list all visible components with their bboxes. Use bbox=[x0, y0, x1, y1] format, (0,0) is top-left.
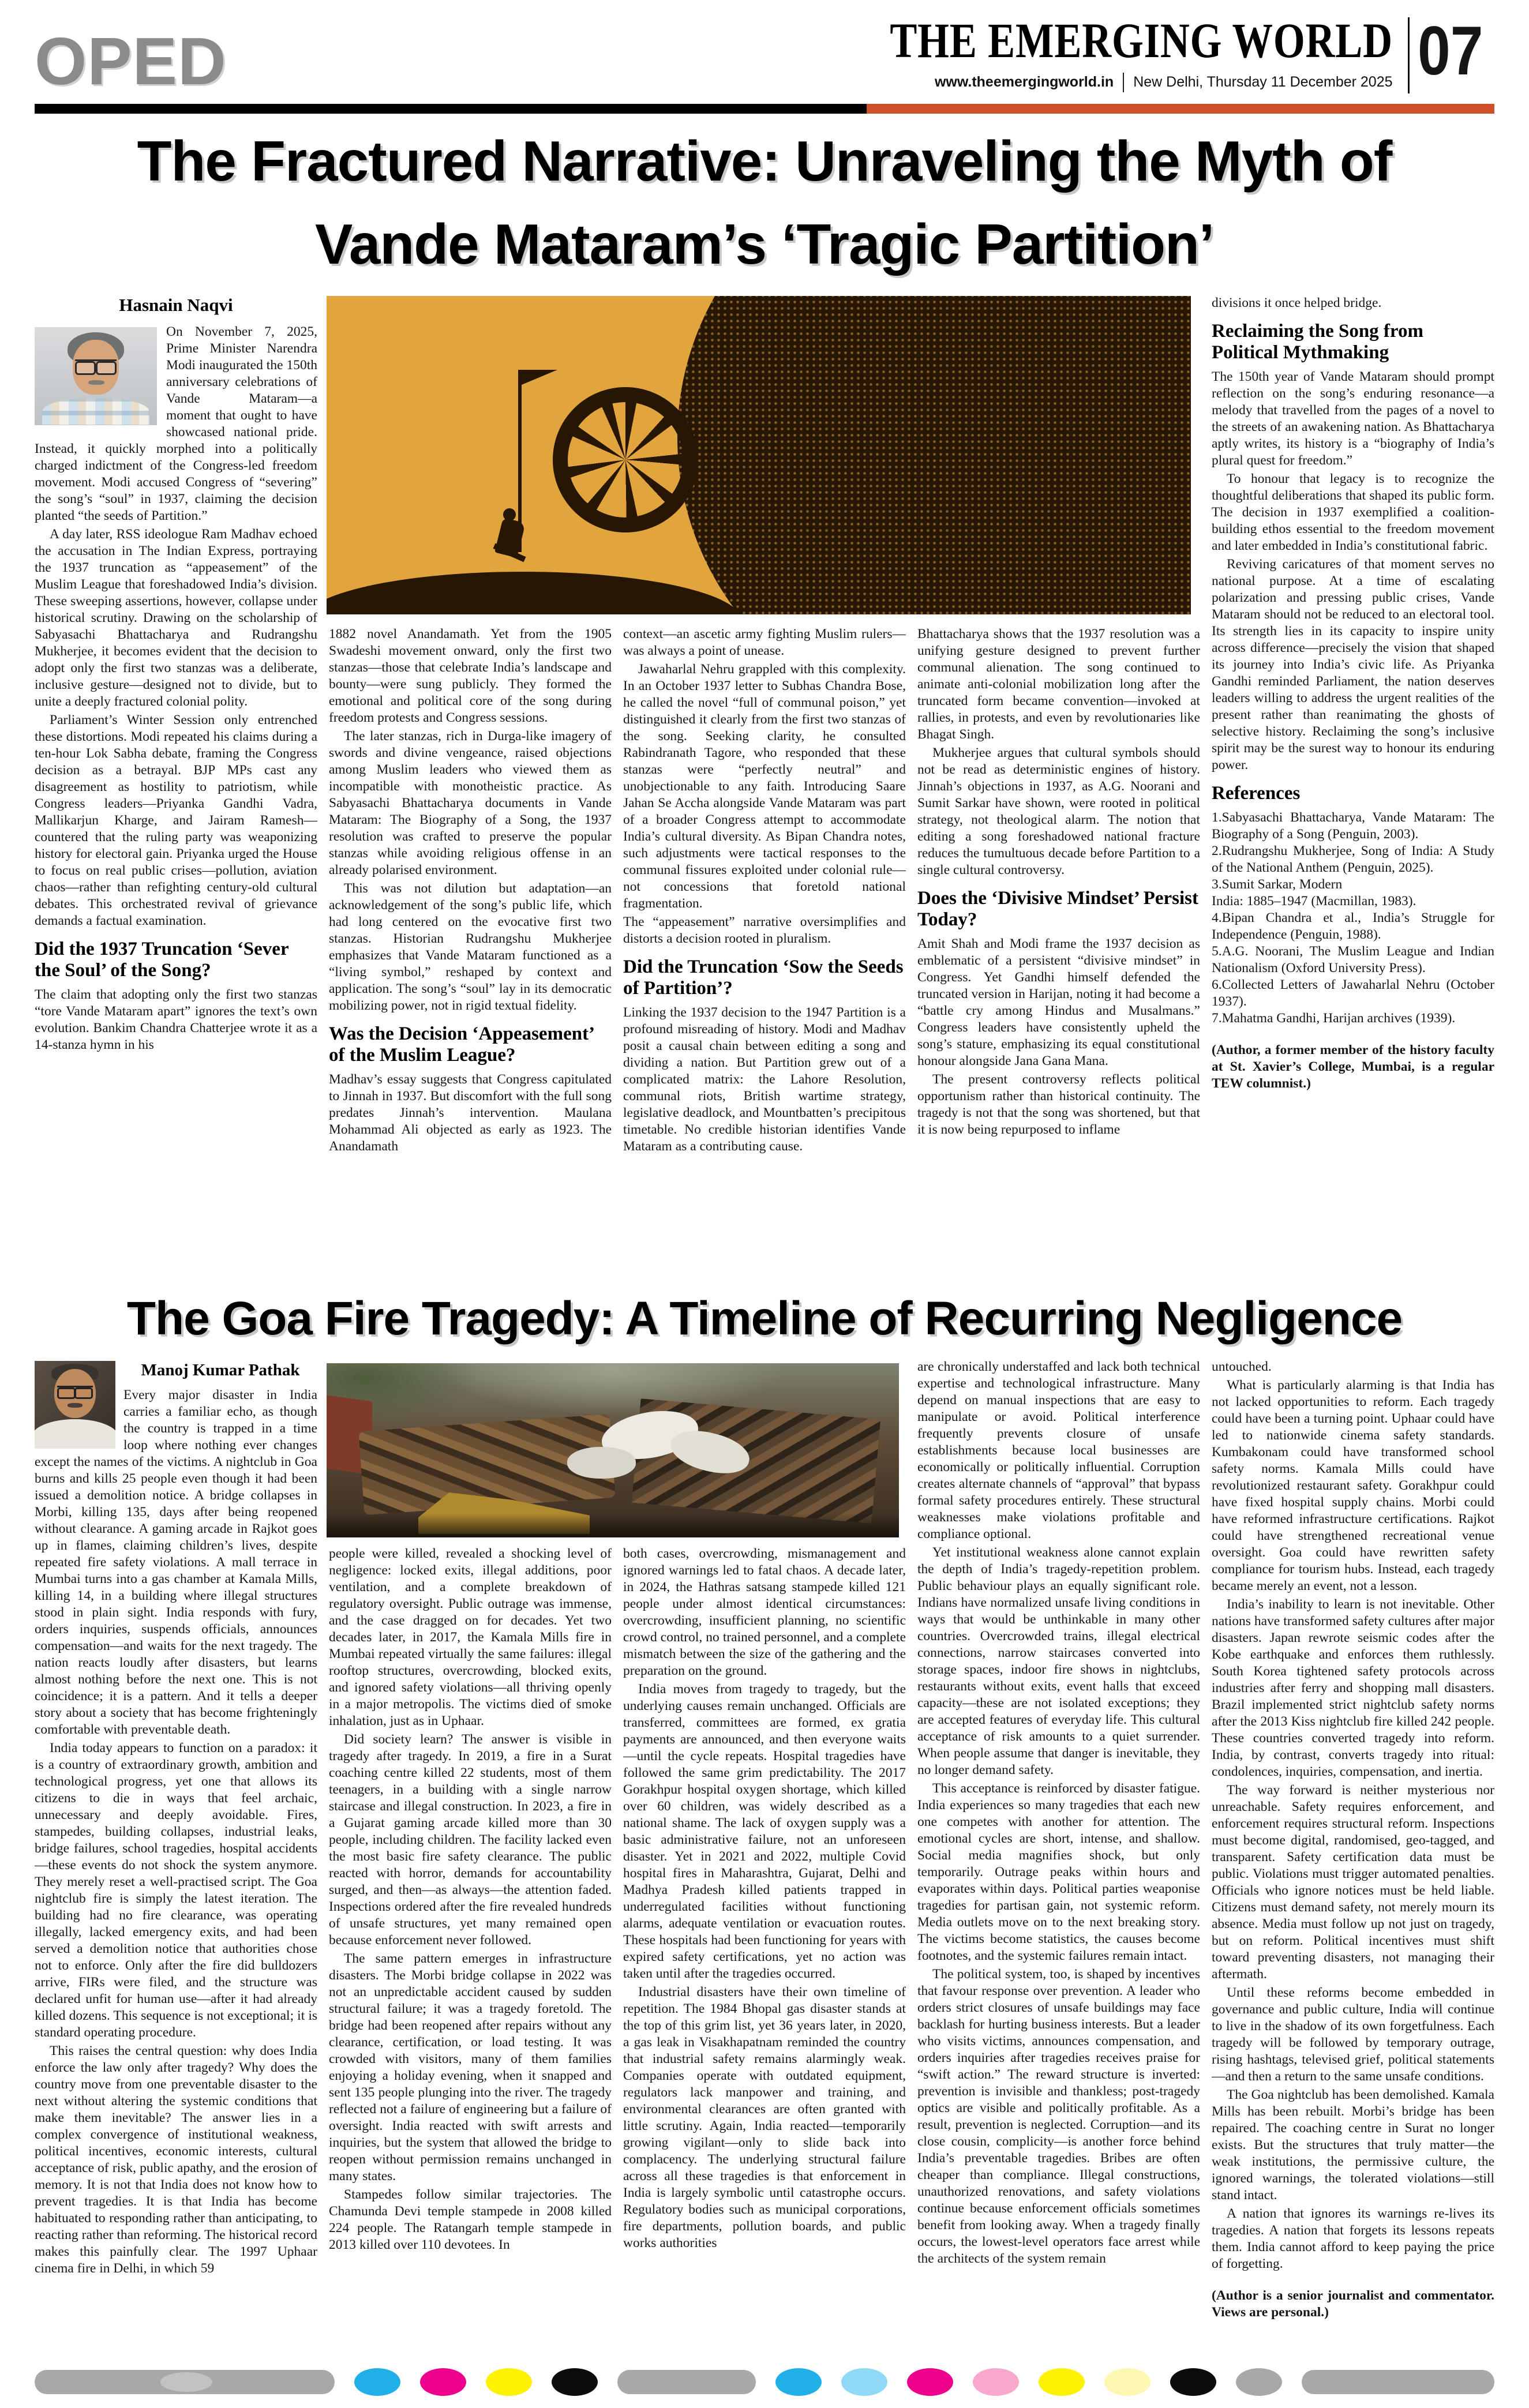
paragraph: The 150th year of Vande Mataram should prompt reflection on the song’s enduring resonance—a melody that travelled from the pages of a novel to the streets of an awakening nation. As Bhattacharya aptly writes, its history is a “biography of India’s plural quest for freedom.” bbox=[1212, 369, 1494, 468]
article2-column-5 bbox=[1212, 1359, 1494, 2349]
author-photo-manoj-kumar-pathak bbox=[35, 1361, 115, 1449]
masthead-dateline: New Delhi, Thursday 11 December 2025 bbox=[1133, 74, 1393, 91]
registration-dot-cyan bbox=[354, 2368, 400, 2396]
registration-dot-lightcyan bbox=[841, 2368, 887, 2396]
paragraph: This acceptance is reinforced by disaster fatigue. India experiences so many tragedies that each new one competes with another for attention. The emotional cycles are short, intense, and shallow. Social media magnifies shock, but only temporarily. Outrage peaks within hours and evaporates within days. Political parties weaponise tragedies for partisan gain, not systemic reform. Media outlets move on to the next breaking story. The victims become statistics, the causes become footnotes, and the systemic failures remain intact. bbox=[917, 1781, 1200, 1964]
paragraph: Stampedes follow similar trajectories. The Chamunda Devi temple stampede in 2008 killed 224 people. The Ratangarh temple stampede in 2013 killed over 110 devotees. In bbox=[329, 2187, 612, 2253]
masthead bbox=[780, 12, 1494, 93]
paragraph: On November 7, 2025, Prime Minister Narendra Modi inaugurated the 150th anniversary celebrations of Vande Mataram—a moment that ought to have showcased national pride. Instead, it quickly morphed into a politically charged indictment of the Congress-led freedom movement. Modi accused Congress of “severing” the song’s “soul” in 1937, claiming the decision planted “the seeds of Partition.” bbox=[35, 324, 317, 524]
article1-column-1 bbox=[35, 295, 317, 1288]
reference-item: 7.Mahatma Gandhi, Harijan archives (1939). bbox=[1212, 1010, 1456, 1026]
registration-dot-yellow bbox=[1039, 2368, 1085, 2396]
paragraph: Parliament’s Winter Session only entrenched these distortions. Modi repeated his claims during a ten-hour Lok Sabha debate, framing the Congress decision as a betrayal. BJP MPs cast any disagreement as hostility to patriotism, while Congress leaders—Priyanka Gandhi Vadra, Mallikarjun Kharge, and Jairam Ramesh—countered that the ruling party was weaponizing history for electoral gain. Priyanka urged the House to focus on real public crises—pollution, aviation chaos—rather than refighting century-old cultural debates. This orchestrated revival of grievance demands a factual examination. bbox=[35, 712, 317, 929]
masthead-title: THE EMERGING WORLD bbox=[889, 13, 1393, 68]
article-goa-fire-tragedy bbox=[35, 1291, 1494, 2349]
registration-bar-gray bbox=[35, 2370, 335, 2394]
paragraph: India today appears to function on a paradox: it is a country of extraordinary growth, ambition and technological progress, yet one that allows its citizens to die in ways that feel archaic, unnecessary and deeply avoidable. Fires, stampedes, building collapses, industrial leaks, bridge failures, school tragedies, hospital accidents—these events do not shock the system anymore. They merely reset a well-practised script. The Goa nightclub fire is simply the latest iteration. The building had no fire clearance, was operating illegally, lacked emergency exits, and had been served a demolition notice that authorities chose not to enforce. Only after the fire did bulldozers arrive, FIRs were filed, and the structure was declared unfit for human use—after it had already killed dozens. This sequence is not exceptional; it is standard operating procedure. bbox=[35, 1741, 317, 2041]
illustration-hill bbox=[677, 296, 1191, 614]
registration-dot-cyan bbox=[775, 2368, 822, 2396]
paragraph: India moves from tragedy to tragedy, but the underlying causes remain unchanged. Officials are transferred, committees are formed, ex gratia payments are announced, and then everyone waits—until the cycle repeats. Hospital tragedies have followed the same grim predictability. The 2017 Gorakhpur hospital oxygen shortage, which killed over 60 children, was widely described as a national shame. The lack of oxygen supply was a basic administrative failure, not an unforeseen disaster. Yet in 2021 and 2022, multiple Covid hospital fires in Maharashtra, Gujarat, Delhi and Madhya Pradesh killed patients trapped in underregulated facilities without functioning alarms, adequate ventilation or evacuation routes. These hospitals had been functioning for years with expired safety certifications, yet no action was taken until after the tragedies occurred. bbox=[623, 1682, 906, 1982]
reference-item: 4.Bipan Chandra et al., India’s Struggle for Independence (Penguin, 1988). bbox=[1212, 910, 1494, 942]
header-rule-orange bbox=[867, 104, 1494, 114]
reference-item: 3.Sumit Sarkar, Modern bbox=[1212, 876, 1343, 892]
registration-dot-pink bbox=[973, 2368, 1019, 2396]
paragraph: The same pattern emerges in infrastructure disasters. The Morbi bridge collapse in 2022 was not an unpredictable accident caused by sudden structural failure; it was a tragedy foretold. The bridge had been reopened after repairs without any clearance, certification, or load testing. It was crowded with visitors, many of them families enjoying a holiday evening, when it snapped and sent 135 people plunging into the river. The tragedy reflected not a failure of engineering but a failure of oversight. India reacted with swift arrests and inquiries, but the system that allowed the bridge to reopen without permission remains unchanged in many states. bbox=[329, 1951, 612, 2184]
registration-dot-yellow bbox=[486, 2368, 532, 2396]
registration-marks bbox=[35, 2368, 1494, 2396]
article1-column-5 bbox=[1212, 295, 1494, 1288]
section-subhead: Was the Decision ‘Appeasement’ of the Muslim League? bbox=[329, 1023, 594, 1066]
paragraph: Every major disaster in India carries a familiar echo, as though the country is trapped in a time loop where nothing ever changes except the names of the victims. A nightclub in Goa burns and kills 25 people even though it had been issued a demolition notice. A bridge collapses in Morbi, killing 135, days after being reopened without clearance. A gaming arcade in Rajkot goes up in flames, claiming children’s lives, despite repeated fire safety violations. A mall terrace in Mumbai turns into a gas chamber at Kamala Mills, killing 14, in a building where illegal structures stood in plain sight. India responds with fury, orders inquiries, suspends officials, announces compensation—and waits for the next tragedy. The nation reacts loudly after disasters, but learns almost nothing before the next one. This is not coincidence; it is a pattern. And it tells a deeper story about a society that has become frighteningly comfortable with preventable death. bbox=[35, 1387, 317, 1738]
fire-debris-photo bbox=[327, 1363, 899, 1537]
article1-author: Hasnain Naqvi bbox=[119, 295, 233, 316]
references-heading: References bbox=[1212, 783, 1301, 804]
article1-columns bbox=[35, 295, 1494, 1288]
paragraph: Mukherjee argues that cultural symbols should not be read as deterministic engines of history. Jinnah’s objections in 1937, as A.G. Noorani and Sumit Sarkar have shown, were rooted in political strategy, not theological alarm. The notion that editing a song foreshadowed national fracture reduces the tumultuous decade before Partition to a single cultural controversy. bbox=[917, 745, 1200, 878]
photo-glasses bbox=[57, 1386, 93, 1396]
paragraph: Industrial disasters have their own timeline of repetition. The 1984 Bhopal gas disaster stands at the top of this grim list, yet 36 years later, in 2020, a gas leak in Visakhapatnam reminded the country that industrial safety remains alarmingly weak. Companies operate with outdated equipment, regulators lack manpower and training, and environmental clearances are often granted with little scrutiny. Again, India reacted—temporarily growing vigilant—only to slide back into complacency. The underlying structural failure across all these tragedies is that enforcement in India is largely symbolic until catastrophe occurs. Regulatory bodies such as municipal corporations, fire departments, pollution boards, and public works authorities bbox=[623, 1985, 906, 2251]
paragraph: The Goa nightclub has been demolished. Kamala Mills has been rebuilt. Morbi’s bridge has been repaired. The coaching centre in Surat no longer exists. But the structures that truly matter—the weak institutions, the permissive culture, the ignored warnings, the tolerated violations—still stand intact. bbox=[1212, 2087, 1494, 2203]
header-rules bbox=[35, 104, 1494, 114]
paragraph: The “appeasement” narrative oversimplifies and distorts a decision rooted in pluralism. bbox=[623, 914, 906, 947]
reference-item: India: 1885–1947 (Macmillan, 1983). bbox=[1212, 893, 1416, 909]
photo-mustache bbox=[68, 1403, 82, 1408]
author-bio: (Author, a former member of the history faculty at St. Xavier’s College, Mumbai, is a regular TEW columnist.) bbox=[1212, 1042, 1494, 1091]
illustration-wheel bbox=[553, 387, 698, 532]
paragraph: India’s inability to learn is not inevitable. Other nations have transformed safety cultures after major disasters. Japan rewrote seismic codes after the Kobe earthquake and enforces them ruthlessly. South Korea tightened safety protocols across industries after ferry and shopping mall disasters. Brazil implemented strict nightclub safety norms after the 2013 Kiss nightclub fire killed 242 people. These countries converted tragedy into reform. India, by contrast, converts tragedy into ritual: condolences, inquiries, compensation, and inertia. bbox=[1212, 1597, 1494, 1780]
paragraph: Linking the 1937 decision to the 1947 Partition is a profound misreading of history. Modi and Madhav posit a causal chain between editing a song and dividing a nation. But Partition grew out of a complicated matrix: the Lahore Resolution, communal riots, British wartime strategy, legislative deadlock, and Mountbatten’s precipitous timetable. No credible historian identifies Vande Mataram as a contributing cause. bbox=[623, 1005, 906, 1154]
hero-illustration-vande-mataram bbox=[327, 296, 1191, 614]
paragraph: both cases, overcrowding, mismanagement and ignored warnings led to fatal chaos. A decade later, in 2024, the Hathras satsang stampede killed 121 people under almost identical circumstances: overcrowding, insufficient planning, no scientific crowd control, no trained personnel, and a complete mismatch between the size of the gathering and the preparation on the ground. bbox=[623, 1546, 906, 1679]
registration-dot-black bbox=[552, 2368, 598, 2396]
photo-glasses bbox=[75, 359, 117, 371]
reference-item: 5.A.G. Noorani, The Muslim League and Indian Nationalism (Oxford University Press). bbox=[1212, 943, 1494, 976]
section-subhead: Reclaiming the Song from Political Mythmaking bbox=[1212, 321, 1423, 363]
section-label: OPED bbox=[35, 24, 227, 99]
illustration-ground bbox=[327, 572, 742, 614]
photo-shadow bbox=[327, 1513, 899, 1537]
registration-oval-lightgray bbox=[160, 2372, 212, 2392]
article2-column-1 bbox=[35, 1359, 317, 2349]
paragraph: Reviving caricatures of that moment serves no national purpose. At a time of escalating polarization and pressing public crises, Vande Mataram should not be reduced to an electoral tool. Its strength lies in its capacity to inspire unity across difference—precisely the vision that shaped its journey into India’s civic life. As Priyanka Gandhi reminded Parliament, the nation deserves leaders willing to address the urgent realities of the present rather than reanimating the ghosts of selective history. Reclaiming the song’s inclusive spirit may be the surest way to honour its enduring power. bbox=[1212, 557, 1494, 772]
paragraph: divisions it once helped bridge. bbox=[1212, 295, 1382, 311]
masthead-divider bbox=[1123, 73, 1124, 92]
registration-dot-paleyellow bbox=[1104, 2368, 1151, 2396]
paragraph: Until these reforms become embedded in governance and public culture, India will continue to live in the shadow of its own forgetfulness. Each tragedy will be followed by temporary outrage, rising hashtags, televised grief, political statements—and then a return to the same unsafe conditions. bbox=[1212, 1985, 1494, 2084]
registration-dot-black bbox=[1170, 2368, 1216, 2396]
paragraph: A day later, RSS ideologue Ram Madhav echoed the accusation in The Indian Express, portraying the 1937 truncation as “appeasement” of the Muslim League that foreshadowed India’s division. These sweeping assertions, however, collapse under historical scrutiny. Drawing on the scholarship of Sabyasachi Bhattacharya and Rudrangshu Mukherjee, it becomes evident that the decision to adopt only the first two stanzas was a deliberate, inclusive gesture—designed not to divide, but to unite a deeply fractured colonial polity. bbox=[35, 527, 317, 710]
page-number: 07 bbox=[1417, 12, 1483, 89]
paragraph: The political system, too, is shaped by incentives that favour response over prevention. A leader who orders strict closures of unsafe buildings may face backlash for hurting business interests. But a leader who visits victims, announces compensation, and orders inquiries after tragedies receives praise for “swift action.” The reward structure is inverted: prevention is invisible and thankless; post-tragedy optics are visible and politically profitable. As a result, prevention is neglected. Corruption—and its close cousin, complicity—is another force behind India’s preventable tragedies. Bribes are often cheaper than compliance. Illegal constructions, unauthorized renovations, and safety violations continue because enforcement officials sometimes benefit from looking away. When a tragedy finally occurs, the lowest-level operators face arrest while the architects of the system remain bbox=[917, 1967, 1200, 2267]
illustration-flag bbox=[522, 370, 557, 389]
article1-headline: The Fractured Narrative: Unraveling the Myth of Vande Mataram’s ‘Tragic Partition’ bbox=[137, 129, 1392, 276]
paragraph: Amit Shah and Modi frame the 1937 decision as emblematic of a persistent “divisive mindset” in Congress. Yet Gandhi himself defended the truncated version in Harijan, noting it had become a “battle cry among Hindus and Musalmans.” Congress leaders have consistently upheld the song’s stature, emphasizing its equal constitutional honour alongside Jana Gana Mana. bbox=[917, 936, 1200, 1068]
paragraph: This raises the central question: why does India enforce the law only after tragedy? Why does the country move from one preventable disaster to the next without altering the systemic conditions that make them inevitable? The answer lies in a complex convergence of institutional weakness, political incentives, economic interests, cultural acceptance of risk, public apathy, and the erosion of memory. It is not that India does not know how to prevent tragedies. It is that India has become habituated to responding rather than anticipating, to reacting rather than reforming. The historical record makes this painfully clear. The 1997 Uphaar cinema fire in Delhi, in which 59 bbox=[35, 2043, 317, 2276]
paragraph: context—an ascetic army fighting Muslim rulers—was always a point of unease. bbox=[623, 627, 906, 659]
article2-author: Manoj Kumar Pathak bbox=[141, 1361, 300, 1380]
paragraph: Madhav’s essay suggests that Congress capitulated to Jinnah in 1937. But discomfort with the full song predates Jinnah’s intervention. Maulana Mohammad Ali objected as early as 1923. The Anandamath bbox=[329, 1072, 612, 1154]
paragraph: untouched. bbox=[1212, 1359, 1272, 1375]
registration-dot-gray bbox=[1236, 2368, 1282, 2396]
author-photo-hasnain-naqvi bbox=[35, 327, 157, 425]
paragraph: Bhattacharya shows that the 1937 resolution was a unifying gesture designed to prevent further communal alienation. The song continued to animate anti-colonial mobilization long after the truncated form became convention—invoked at rallies, in protests, and even by revolutionaries like Bhagat Singh. bbox=[917, 627, 1200, 742]
article-vande-mataram bbox=[35, 119, 1494, 1288]
paragraph: are chronically understaffed and lack both technical expertise and technological infrastructure. Many depend on manual inspections that are easy to manipulate or avoid. Political interference frequently prevents closure of unsafe establishments because local businesses are economically or politically influential. Corruption creates alternate channels of “approval” that bypass formal safety procedures entirely. These structural weaknesses make violations profitable and compliance optional. bbox=[917, 1359, 1200, 1542]
paragraph: Did society learn? The answer is visible in tragedy after tragedy. In 2019, a fire in a Surat coaching centre killed 22 students, most of them teenagers, in a building with a single narrow staircase and illegal construction. In 2023, a fire in a Gujarat gaming arcade killed more than 30 people, including children. The facility lacked even the most basic fire safety clearance. The public reacted with horror, demands for accountability surged, and then—as always—the attention faded. Inspections ordered after the fire revealed hundreds of unsafe structures, yet many remained open because enforcement never followed. bbox=[329, 1732, 612, 1948]
paragraph: 1882 novel Anandamath. Yet from the 1905 Swadeshi movement onward, only the first two stanzas—those that celebrate India’s landscape and bounty—were sung publicly. They formed the emotional and political core of the song during freedom protests and Congress sessions. bbox=[329, 627, 612, 726]
masthead-website: www.theemergingworld.in bbox=[934, 74, 1114, 91]
author-bio: (Author is a senior journalist and commentator. Views are personal.) bbox=[1212, 2288, 1494, 2320]
article2-column-4 bbox=[917, 1359, 1200, 2349]
paragraph: people were killed, revealed a shocking level of negligence: locked exits, illegal additions, poor ventilation, and a complete breakdown of regulatory oversight. Public outrage was immense, and the case dragged on for decades. Yet two decades later, in 2017, the Kamala Mills fire in Mumbai repeated virtually the same failures: illegal rooftop structures, overcrowding, blocked exits, and ignored safety violations—all thriving openly in a major metropolis. The victims died of smoke inhalation, just as in Uphaar. bbox=[329, 1546, 612, 1729]
photo-shawl bbox=[35, 1419, 115, 1449]
paragraph: Jawaharlal Nehru grappled with this complexity. In an October 1937 letter to Subhas Chandra Bose, he called the novel “full of communal poison,” yet distinguished it clearly from the first two stanzas of the song. Seeking clarity, he consulted Rabindranath Tagore, who responded that these stanzas were “perfectly neutral” and unobjectionable to any faith. Introducing Saare Jahan Se Accha alongside Vande Mataram was part of a broader Congress attempt to accommodate India’s cultural diversity. As Bipan Chandra notes, such adjustments were tactical responses to the communal fissures exploited under colonial rule—not concessions that foretold national fragmentation. bbox=[623, 662, 906, 912]
paragraph: The claim that adopting only the first two stanzas “tore Vande Mataram apart” ignores the text’s own evolution. Bankim Chandra Chatterjee wrote it as a 14-stanza hymn in his bbox=[35, 987, 317, 1052]
pagenum-divider bbox=[1408, 17, 1410, 93]
paragraph: To honour that legacy is to recognize the thoughtful deliberations that shaped its public form. The decision in 1937 exemplified a coalition-building ethos essential to the freedom movement and later embedded in India’s constitutional fabric. bbox=[1212, 471, 1494, 553]
article2-columns bbox=[35, 1359, 1494, 2349]
page-header bbox=[35, 12, 1494, 100]
article2-headline: The Goa Fire Tragedy: A Timeline of Recurring Negligence bbox=[126, 1292, 1403, 1345]
reference-item: 6.Collected Letters of Jawaharlal Nehru (October 1937). bbox=[1212, 977, 1494, 1009]
paragraph: The later stanzas, rich in Durga-like imagery of swords and divine vengeance, raised objections among Muslim leaders who viewed them as incompatible with monotheistic practice. As Sabyasachi Bhattacharya documents in Vande Mataram: The Biography of a Song, the 1937 resolution was crafted to preserve the popular stanzas while avoiding religious offense in an already polarised environment. bbox=[329, 729, 612, 878]
reference-item: 2.Rudrangshu Mukherjee, Song of India: A Study of the National Anthem (Penguin, 2025). bbox=[1212, 843, 1494, 875]
photo-white-cloth bbox=[567, 1447, 636, 1478]
registration-dot-magenta bbox=[907, 2368, 953, 2396]
paragraph: What is particularly alarming is that India has not lacked opportunities to reform. Each tragedy could have been a turning point. Uphaar could have led to nationwide cinema safety standards. Kumbakonam could have transformed school safety norms. Kamala Mills could have revolutionized restaurant safety. Gorakhpur could have fixed hospital supply chains. Morbi could have reformed infrastructure certifications. Rajkot could have strengthened recreational venue oversight. Goa could have rewritten safety compliance for tourism hubs. Instead, each tragedy became merely an event, not a lesson. bbox=[1212, 1378, 1494, 1594]
paragraph: A nation that ignores its warnings re-lives its tragedies. A nation that forgets its lessons repeats them. India cannot afford to keep paying the price of forgetting. bbox=[1212, 2206, 1494, 2272]
section-subhead: Did the Truncation ‘Sow the Seeds of Partition’? bbox=[623, 957, 904, 999]
registration-dot-magenta bbox=[420, 2368, 466, 2396]
paragraph: Yet institutional weakness alone cannot explain the depth of India’s tragedy-repetition problem. Public behaviour plays an equally significant role. Indians have normalized unsafe living conditions in ways that would be unthinkable in many other countries. Overcrowded trains, illegal electrical connections, narrow staircases converted into storage spaces, indoor fire shows in nightclubs, restaurants without exits, event halls that exceed capacity—these are not isolated exceptions; they are accepted features of everyday life. This cultural acceptance of risk amounts to a quiet surrender. When people assume that danger is inevitable, they no longer demand safety. bbox=[917, 1545, 1200, 1778]
header-rule-black bbox=[35, 104, 867, 114]
photo-mustache bbox=[88, 380, 104, 385]
section-subhead: Does the ‘Divisive Mindset’ Persist Today? bbox=[917, 888, 1198, 931]
section-subhead: Did the 1937 Truncation ‘Sever the Soul’ of the Song? bbox=[35, 939, 289, 981]
paragraph: This was not dilution but adaptation—an acknowledgement of the song’s public life, which had long centered on the evocative first two stanzas. Historian Rudrangshu Mukherjee emphasizes that Vande Mataram functioned as a “living symbol,” reshaped by context and application. The song’s “soul” lay in its democratic mobilizing power, not in rigid textual fidelity. bbox=[329, 881, 612, 1014]
registration-bar-gray bbox=[1302, 2370, 1494, 2394]
registration-bar-gray bbox=[617, 2370, 756, 2394]
paragraph: The way forward is neither mysterious nor unreachable. Safety requires enforcement, and enforcement requires structural reform. Inspections must become digital, randomised, geo-tagged, and transparent. Safety certification data must be public. Violations must trigger automated penalties. Officials who ignore notices must be held liable. Citizens must demand safety, not merely mourn its absence. Media must follow up not just on tragedy, but on reform. Political incentives must shift toward preventing disasters, not managing their aftermath. bbox=[1212, 1783, 1494, 1982]
reference-item: 1.Sabyasachi Bhattacharya, Vande Mataram: The Biography of a Song (Penguin, 2003). bbox=[1212, 809, 1494, 842]
photo-shirt bbox=[42, 398, 150, 426]
paragraph: The present controversy reflects political opportunism rather than historical continuity. The tragedy is not that the song was shortened, but that it is now being repurposed to inflame bbox=[917, 1072, 1200, 1137]
